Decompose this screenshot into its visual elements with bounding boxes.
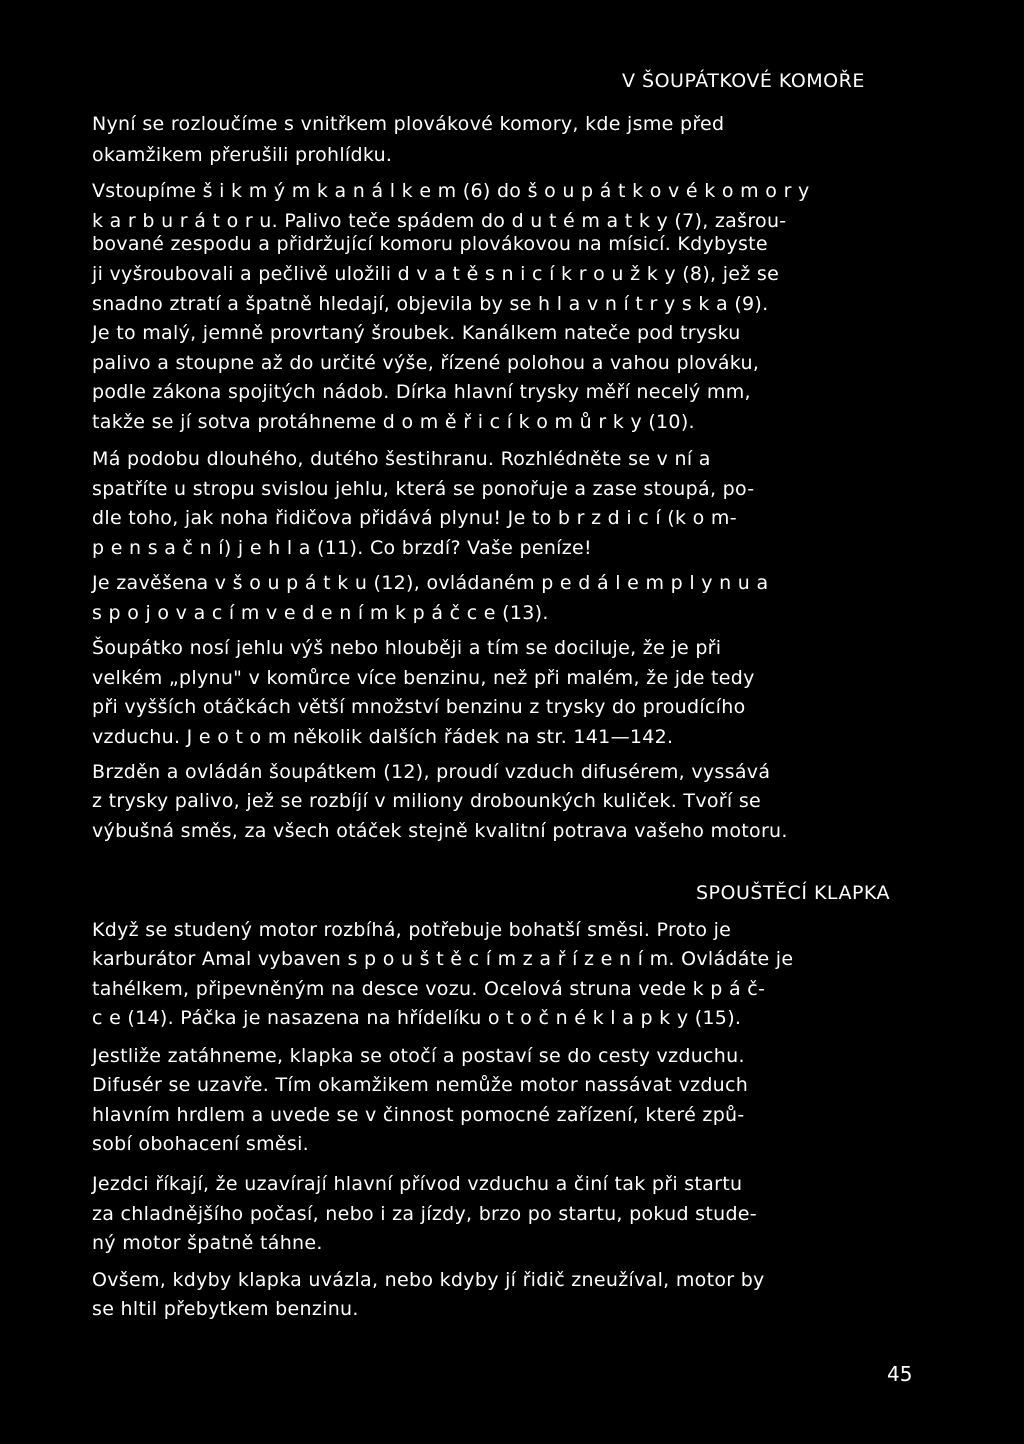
text-line: ný motor špatně táhne. <box>92 1232 323 1254</box>
text-line: Difusér se uzavře. Tím okamžikem nemůže motor nassávat vzduch <box>92 1074 749 1096</box>
text-line: za chladnějšího počasí, nebo i za jízdy, brzo po startu, pokud stude- <box>92 1203 757 1225</box>
text-line: Jestliže zatáhneme, klapka se otočí a postaví se do cesty vzduchu. <box>92 1045 745 1067</box>
text-line: Šoupátko nosí jehlu výš nebo hlouběji a tím se dociluje, že je při <box>92 637 722 659</box>
text-line: takže se jí sotva protáhneme d o m ě ř i c í k o m ů r k y (10). <box>92 411 695 433</box>
text-line: podle zákona spojitých nádob. Dírka hlavní trysky měří necelý mm, <box>92 381 751 403</box>
text-line: p e n s a č n í) j e h l a (11). Co brzdí? Vaše peníze! <box>92 537 592 559</box>
text-line: z trysky palivo, jež se rozbíjí v miliony drobounkých kuliček. Tvoří se <box>92 790 762 812</box>
text-line: Ovšem, kdyby klapka uvázla, nebo kdyby jí řidič zneužíval, motor by <box>92 1269 765 1291</box>
text-line: karburátor Amal vybaven s p o u š t ě c í m z a ř í z e n í m. Ovládáte je <box>92 948 794 970</box>
text-line: velkém „plynu" v komůrce více benzinu, než při malém, že jde tedy <box>92 667 755 689</box>
text-line: s p o j o v a c í m v e d e n í m k p á č c e (13). <box>92 602 549 624</box>
section-heading-spousteci-klapka: SPOUŠTĚCÍ KLAPKA <box>696 882 891 904</box>
text-line: Má podobu dlouhého, dutého šestihranu. Rozhlédněte se v ní a <box>92 448 711 470</box>
text-line: Nyní se rozloučíme s vnitřkem plovákové komory, kde jsme před <box>92 113 725 135</box>
page-number: 45 <box>887 1362 913 1386</box>
text-line: sobí obohacení směsi. <box>92 1133 310 1155</box>
text-line: Je zavěšena v š o u p á t k u (12), ovládaném p e d á l e m p l y n u a <box>92 572 769 594</box>
text-line: snadno ztratí a špatně hledají, objevila by se h l a v n í t r y s k a (9). <box>92 293 769 315</box>
text-line: Jezdci říkají, že uzavírají hlavní přívod vzduchu a činí tak při startu <box>92 1173 743 1195</box>
text-line: Je to malý, jemně provrtaný šroubek. Kanálkem nateče pod trysku <box>92 322 741 344</box>
text-line: palivo a stoupne až do určité výše, řízené polohou a vahou plováku, <box>92 352 760 374</box>
text-line: se hltil přebytkem benzinu. <box>92 1298 359 1320</box>
text-line: ji vyšroubovali a pečlivě uložili d v a t ě s n i c í k r o u ž k y (8), jež se <box>92 263 780 285</box>
text-line: c e (14). Páčka je nasazena na hřídelíku o t o č n é k l a p k y (15). <box>92 1007 742 1029</box>
text-line: při vyšších otáčkách větší množství benzinu z trysky do proudícího <box>92 696 746 718</box>
text-line: výbušná směs, za všech otáček stejně kvalitní potrava vašeho motoru. <box>92 820 788 842</box>
text-line: Brzděn a ovládán šoupátkem (12), proudí vzduch difusérem, vyssává <box>92 761 771 783</box>
text-line: dle toho, jak noha řidičova přidává plynu! Je to b r z d i c í (k o m- <box>92 507 737 529</box>
text-line: Vstoupíme š i k m ý m k a n á l k e m (6) do š o u p á t k o v é k o m o r y <box>92 180 810 202</box>
text-line: hlavním hrdlem a uvede se v činnost pomocné zařízení, které způ- <box>92 1104 745 1126</box>
text-line: okamžikem přerušili prohlídku. <box>92 144 393 166</box>
section-heading-soupatkove-komore: V ŠOUPÁTKOVÉ KOMOŘE <box>622 70 865 92</box>
text-line: k a r b u r á t o r u. Palivo teče spádem do d u t é m a t k y (7), zašrou- <box>92 210 787 232</box>
text-line: tahélkem, připevněným na desce vozu. Ocelová struna vede k p á č- <box>92 978 766 1000</box>
text-line: vzduchu. J e o t o m několik dalších řádek na str. 141—142. <box>92 726 674 748</box>
text-line: spatříte u stropu svislou jehlu, která se ponořuje a zase stoupá, po- <box>92 478 755 500</box>
text-line: Když se studený motor rozbíhá, potřebuje bohatší směsi. Proto je <box>92 919 732 941</box>
text-line: bované zespodu a přidržující komoru plovákovou na mísicí. Kdybyste <box>92 233 768 255</box>
